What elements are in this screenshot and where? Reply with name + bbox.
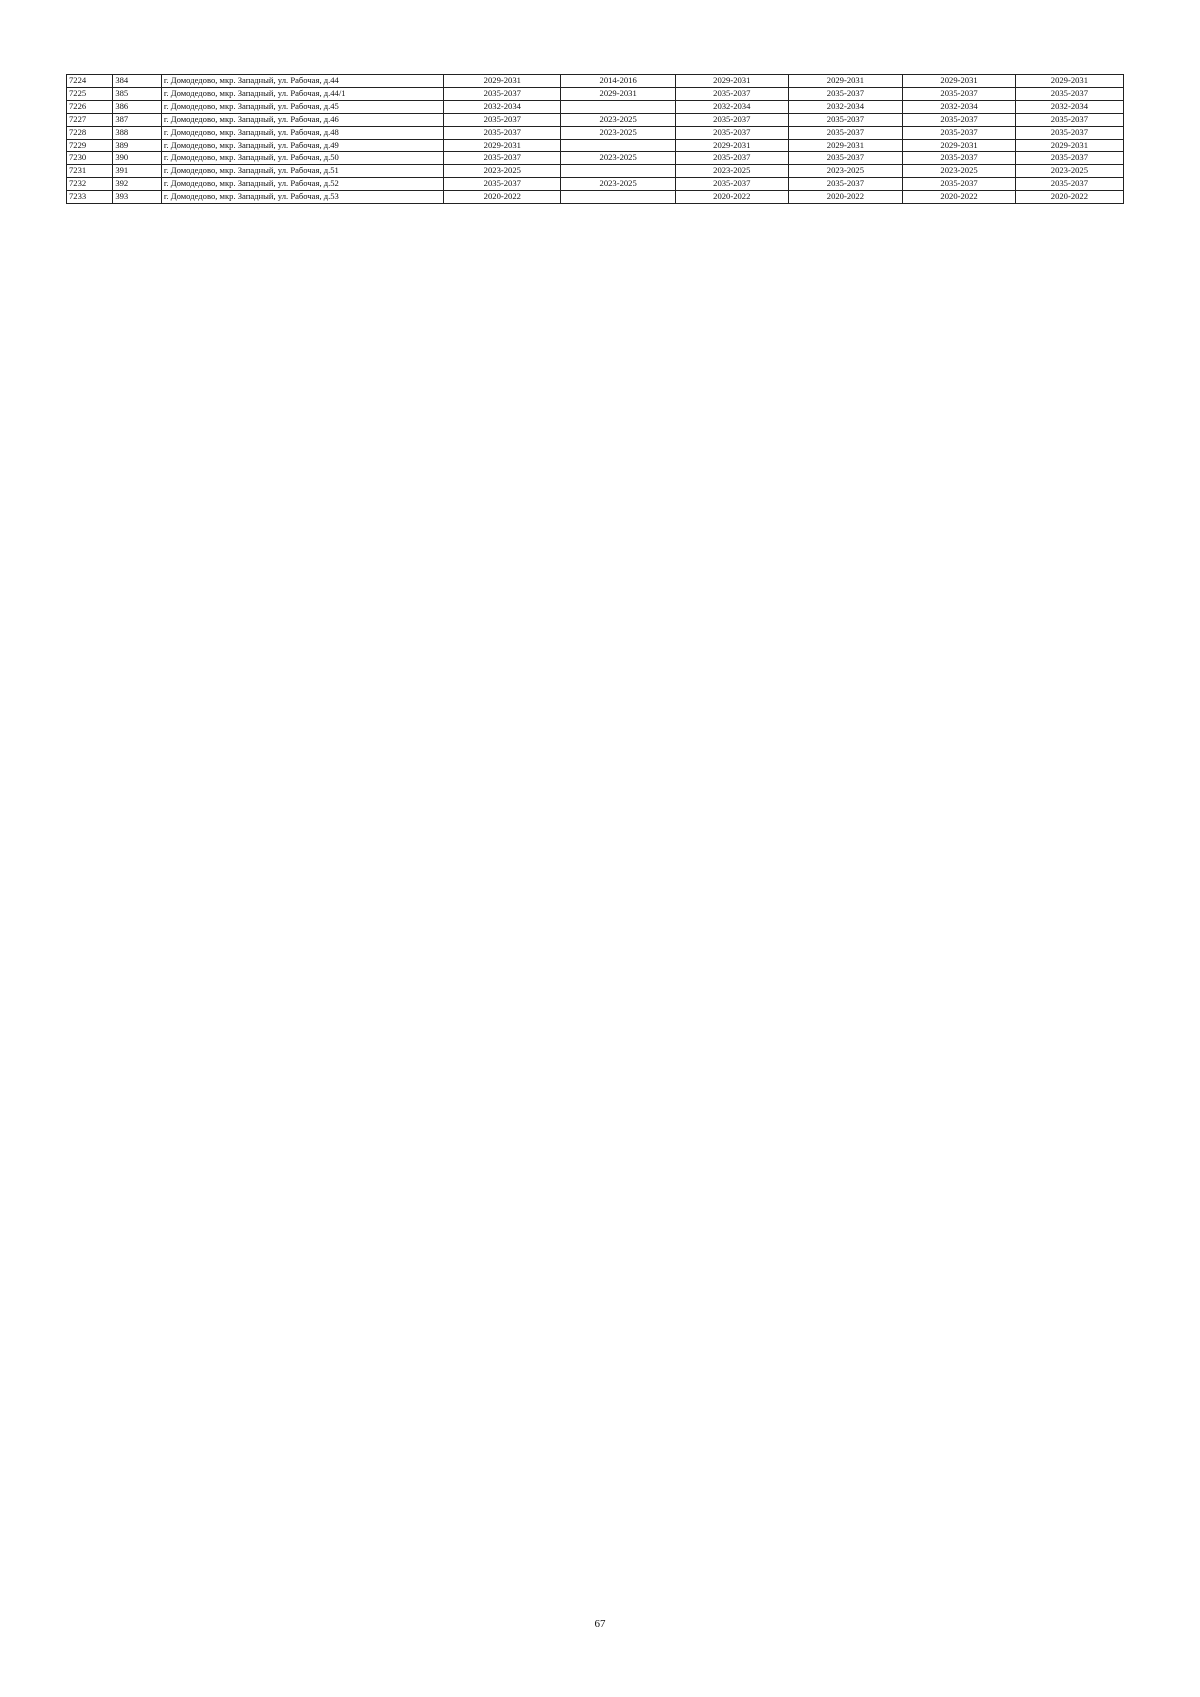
table-cell: 384	[113, 75, 162, 88]
table-cell: 2032-2034	[1015, 100, 1123, 113]
table-cell: 2029-2031	[788, 75, 903, 88]
table-cell: 2020-2022	[788, 191, 903, 204]
table-cell: 7226	[67, 100, 113, 113]
table-cell: 2023-2025	[903, 165, 1016, 178]
table-cell: г. Домодедово, мкр. Западный, ул. Рабочая, д.48	[161, 126, 443, 139]
table-cell: 2023-2025	[788, 165, 903, 178]
table-cell: 2035-2037	[676, 126, 789, 139]
table-cell: 2023-2025	[1015, 165, 1123, 178]
table-cell: 2032-2034	[676, 100, 789, 113]
table-row	[67, 113, 1124, 126]
table-cell: 2020-2022	[444, 191, 561, 204]
table-cell: 2035-2037	[788, 87, 903, 100]
table-cell: 390	[113, 152, 162, 165]
table-cell: 2035-2037	[788, 126, 903, 139]
table-cell: г. Домодедово, мкр. Западный, ул. Рабочая, д.52	[161, 178, 443, 191]
table-body	[67, 75, 1124, 204]
table-cell: 7227	[67, 113, 113, 126]
table-cell: 2029-2031	[676, 75, 789, 88]
table-cell: 7230	[67, 152, 113, 165]
table-cell: 2035-2037	[676, 87, 789, 100]
table-cell: 2023-2025	[561, 152, 676, 165]
table-cell: 2035-2037	[1015, 113, 1123, 126]
table-cell: 7225	[67, 87, 113, 100]
table-cell: 2035-2037	[903, 178, 1016, 191]
table-cell: 2032-2034	[444, 100, 561, 113]
table-row	[67, 75, 1124, 88]
table-cell: г. Домодедово, мкр. Западный, ул. Рабочая, д.46	[161, 113, 443, 126]
table-cell: 385	[113, 87, 162, 100]
table-row	[67, 139, 1124, 152]
table-row	[67, 191, 1124, 204]
table-cell: 2035-2037	[1015, 87, 1123, 100]
table-cell: г. Домодедово, мкр. Западный, ул. Рабочая, д.45	[161, 100, 443, 113]
table-cell: 2029-2031	[1015, 139, 1123, 152]
table-cell: 2035-2037	[676, 113, 789, 126]
table-cell: 2029-2031	[444, 139, 561, 152]
table-cell: 7224	[67, 75, 113, 88]
table-cell: 387	[113, 113, 162, 126]
table-cell: 2035-2037	[676, 152, 789, 165]
table-cell: 2023-2025	[561, 113, 676, 126]
table-cell: 393	[113, 191, 162, 204]
table-cell	[561, 165, 676, 178]
table-cell: 2035-2037	[903, 87, 1016, 100]
table-cell: 7229	[67, 139, 113, 152]
table-cell: г. Домодедово, мкр. Западный, ул. Рабочая, д.51	[161, 165, 443, 178]
table-cell: 386	[113, 100, 162, 113]
table-row	[67, 178, 1124, 191]
table-row	[67, 87, 1124, 100]
table-cell: г. Домодедово, мкр. Западный, ул. Рабочая, д.49	[161, 139, 443, 152]
table-cell: 2020-2022	[1015, 191, 1123, 204]
table-cell: 2020-2022	[676, 191, 789, 204]
table-cell: 2029-2031	[444, 75, 561, 88]
table-cell: 2029-2031	[561, 87, 676, 100]
table-cell: 2035-2037	[1015, 178, 1123, 191]
table-cell: 2035-2037	[444, 87, 561, 100]
table-cell: 2035-2037	[676, 178, 789, 191]
table-cell: г. Домодедово, мкр. Западный, ул. Рабочая, д.50	[161, 152, 443, 165]
table-cell: 388	[113, 126, 162, 139]
table-cell: 2029-2031	[676, 139, 789, 152]
table-cell: г. Домодедово, мкр. Западный, ул. Рабочая, д.44	[161, 75, 443, 88]
table-cell: 7228	[67, 126, 113, 139]
table-cell: 2029-2031	[903, 139, 1016, 152]
table-cell: 389	[113, 139, 162, 152]
table-cell: 2035-2037	[444, 178, 561, 191]
page-number: 67	[594, 1618, 606, 1630]
table-cell	[561, 100, 676, 113]
table-row	[67, 100, 1124, 113]
table-cell: 2020-2022	[903, 191, 1016, 204]
table-cell: 7231	[67, 165, 113, 178]
table-cell: 2029-2031	[903, 75, 1016, 88]
table-cell	[561, 139, 676, 152]
table-cell: 2035-2037	[788, 113, 903, 126]
table-cell: 392	[113, 178, 162, 191]
table-cell: 2029-2031	[1015, 75, 1123, 88]
table-cell: 2023-2025	[561, 126, 676, 139]
table-cell: 2035-2037	[1015, 126, 1123, 139]
table-cell: 391	[113, 165, 162, 178]
table-cell: 2035-2037	[444, 113, 561, 126]
table-cell: 2032-2034	[903, 100, 1016, 113]
table-cell: 2035-2037	[444, 152, 561, 165]
table-row	[67, 165, 1124, 178]
table-cell: 2035-2037	[903, 152, 1016, 165]
table-cell: 2035-2037	[788, 178, 903, 191]
table-cell: 2035-2037	[1015, 152, 1123, 165]
table-cell: г. Домодедово, мкр. Западный, ул. Рабочая, д.53	[161, 191, 443, 204]
table-cell: 2035-2037	[903, 113, 1016, 126]
table-cell	[561, 191, 676, 204]
table-cell: 2023-2025	[444, 165, 561, 178]
table-cell: 2029-2031	[788, 139, 903, 152]
table-cell: 7233	[67, 191, 113, 204]
table-cell: 2035-2037	[444, 126, 561, 139]
table-row	[67, 126, 1124, 139]
schedule-table	[66, 74, 1124, 204]
table-cell: г. Домодедово, мкр. Западный, ул. Рабочая, д.44/1	[161, 87, 443, 100]
table-cell: 7232	[67, 178, 113, 191]
table-cell: 2032-2034	[788, 100, 903, 113]
table-cell: 2035-2037	[788, 152, 903, 165]
table-cell: 2023-2025	[561, 178, 676, 191]
table-row	[67, 152, 1124, 165]
table-cell: 2023-2025	[676, 165, 789, 178]
table-cell: 2014-2016	[561, 75, 676, 88]
table-cell: 2035-2037	[903, 126, 1016, 139]
